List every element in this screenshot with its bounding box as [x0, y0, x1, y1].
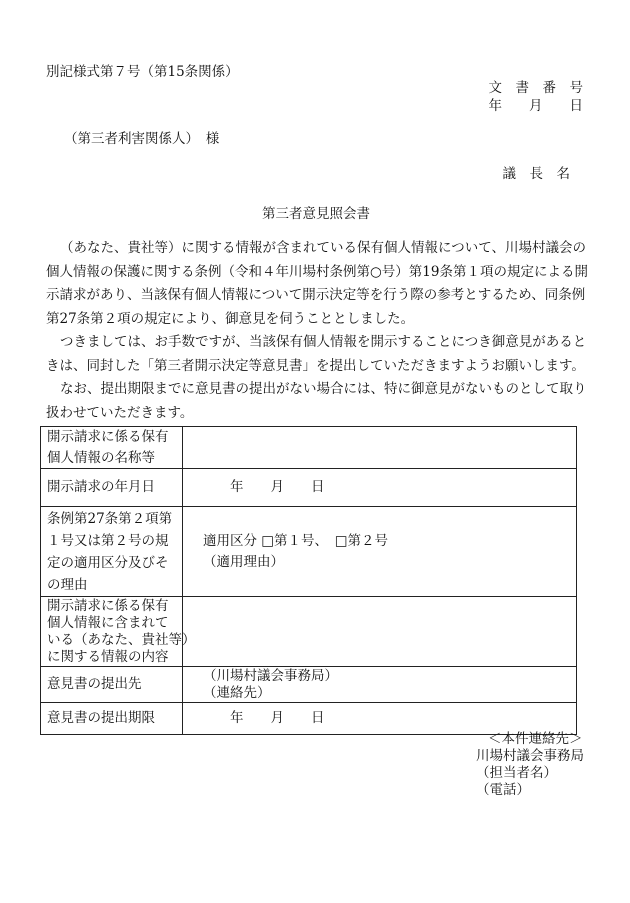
table-row — [41, 703, 577, 735]
table-row — [41, 507, 577, 597]
form-id: 別記様式第７号（第15条関係） — [46, 64, 239, 80]
text-line: 個人情報の保護に関する条例（令和４年川場村条例第○号）第19条第１項の規定による開 — [46, 263, 588, 280]
table-row — [41, 667, 577, 703]
text-line: 扱わせていただきます。 — [46, 404, 194, 421]
text-line: （あなた、貴社等）に関する情報が含まれている保有個人情報について、川場村議会の — [60, 240, 586, 256]
text-line: 示請求があり、当該保有個人情報について開示決定等を行う際の参考とするため、同条例 — [46, 287, 586, 303]
text-line: なお、提出期限までに意見書の提出がない場合には、特に御意見がないものとして取り — [60, 381, 587, 397]
addressee: （第三者利害関係人） 様 — [64, 131, 220, 147]
row-label-info-name: 開示請求に係る保有 個人情報の名称等 — [41, 427, 183, 469]
table-row — [41, 597, 577, 667]
reason-label: （適用理由） — [203, 553, 284, 570]
body-paragraph-3 — [46, 378, 587, 425]
row-value-applicable-category — [183, 507, 577, 597]
text-line: 第27条第２項の規定により、御意見を伺うこととしました。 — [46, 310, 415, 327]
date-line: 年 月 日 — [488, 98, 583, 114]
contact-heading: ＜本件連絡先＞ — [488, 731, 583, 747]
table-row — [41, 469, 577, 507]
doc-number: 文 書 番 号 — [488, 80, 583, 96]
sender-name: 議 長 名 — [502, 166, 570, 182]
contact-office: 川場村議会事務局 — [476, 748, 584, 764]
row-value-info-name — [183, 427, 577, 469]
contact-person: （担当者名） — [476, 765, 557, 781]
row-label-submit-to: 意見書の提出先 — [41, 667, 183, 703]
row-value-request-date: 年 月 日 — [183, 469, 577, 507]
row-value-submit-to: （川場村議会事務局） （連絡先） — [183, 667, 577, 703]
row-value-info-content — [183, 597, 577, 667]
row-label-request-date: 開示請求の年月日 — [41, 469, 183, 507]
row-label-info-content: 開示請求に係る保有 個人情報に含まれて いる（あなた、貴社等） に関する情報の内容 — [41, 597, 183, 667]
row-label-applicable-category: 条例第27条第２項第 １号又は第２号の規 定の適用区分及びそ の理由 — [41, 507, 183, 597]
body-paragraph-1 — [46, 237, 588, 331]
contact-phone: （電話） — [476, 782, 530, 798]
text-line: つきましては、お手数ですが、当該保有個人情報を開示することにつき御意見があると — [60, 334, 587, 350]
table-row — [41, 427, 577, 469]
body-paragraph-2 — [46, 331, 587, 378]
info-table — [40, 426, 577, 735]
row-label-deadline: 意見書の提出期限 — [41, 703, 183, 735]
row-value-deadline: 年 月 日 — [183, 703, 577, 735]
category-options: 適用区分 □第１号、 □第２号 — [203, 533, 389, 549]
text-line: きは、同封した「第三者開示決定等意見書」を提出していただきますようお願いします。 — [46, 357, 585, 374]
page-title: 第三者意見照会書 — [262, 206, 370, 222]
